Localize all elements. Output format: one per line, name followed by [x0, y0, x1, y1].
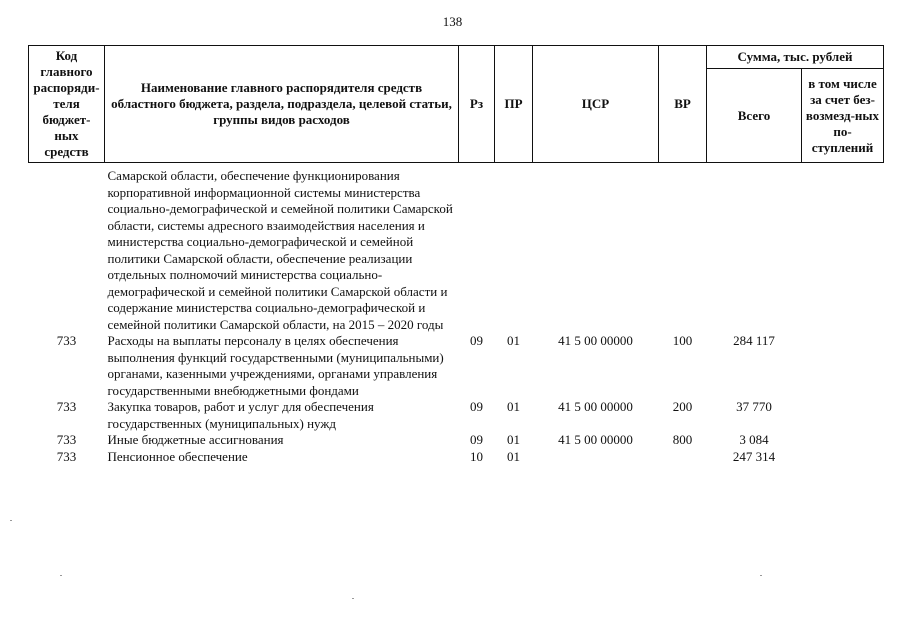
cell-rz: 09 [470, 399, 483, 414]
scan-speck [760, 575, 762, 576]
scan-speck [60, 575, 62, 576]
cell-csr [533, 449, 659, 466]
cell-code: 733 [56, 399, 77, 414]
table-row [29, 163, 884, 334]
table-row [29, 449, 884, 466]
table-row [29, 432, 884, 449]
table-body [29, 163, 884, 466]
cell-grants [802, 333, 884, 399]
header-code: Код главного распоряди-теля бюджет-ных средств [29, 46, 105, 163]
header-rz: Рз [459, 46, 495, 163]
cell-rz: 10 [470, 448, 483, 464]
cell-vr [659, 449, 707, 466]
cell-name: Пенсионное обеспечение [107, 448, 248, 464]
cell-rz: 09 [470, 432, 483, 447]
cell-pr: 01 [507, 333, 520, 348]
header-pr: ПР [495, 46, 533, 163]
cell-grants [802, 399, 884, 432]
cell-total [707, 163, 802, 334]
cell-code: 733 [56, 432, 77, 447]
cell-pr [495, 163, 533, 334]
scan-speck [10, 520, 12, 521]
scan-speck [352, 598, 354, 599]
cell-total: 247 314 [732, 448, 776, 464]
header-total: Всего [707, 69, 802, 163]
table-row [29, 333, 884, 399]
cell-code [29, 163, 105, 334]
cell-pr: 01 [507, 432, 520, 447]
cell-pr: 01 [507, 448, 520, 464]
cell-vr: 100 [672, 333, 693, 348]
header-csr: ЦСР [533, 46, 659, 163]
cell-total: 3 084 [739, 432, 769, 447]
budget-table [28, 45, 884, 465]
cell-name: Самарской области, обеспечение функционирования корпоративной информационной системы министерства социально-демографической и семейной политики Самарской области, системы адресного взаимодействия населения и министерства социально-демографической и семейной политики Самарской области, обеспечение реализации отдельных полномочий министерства социально-демографической и семейной политики Самарской области и содержание министерства социально-демографической и семейной политики Самарской области, на 2015 – 2020 годы [107, 168, 453, 332]
cell-csr: 41 5 00 00000 [558, 399, 633, 414]
cell-grants [802, 163, 884, 334]
header-sum-group: Сумма, тыс. рублей [707, 46, 884, 69]
cell-csr: 41 5 00 00000 [558, 333, 633, 348]
cell-rz: 09 [470, 333, 483, 348]
cell-name: Закупка товаров, работ и услуг для обеспечения государственных (муниципальных) нужд [107, 399, 374, 431]
cell-name: Расходы на выплаты персоналу в целях обеспечения выполнения функций государственными (муниципальными) органами, казенными учреждениями, органами управления государственными внебюджетными фондами [107, 333, 444, 398]
page-number: 138 [442, 14, 463, 29]
cell-vr: 800 [672, 432, 693, 447]
cell-csr: 41 5 00 00000 [558, 432, 633, 447]
header-vr: ВР [659, 46, 707, 163]
cell-vr: 200 [672, 399, 693, 414]
header-grants: в том числе за счет без-возмезд-ных по-ступлений [802, 69, 884, 163]
header-name: Наименование главного распорядителя средств областного бюджета, раздела, подраздела, целевой статьи, группы видов расходов [105, 46, 459, 163]
cell-total: 284 117 [733, 333, 775, 348]
cell-rz [459, 163, 495, 334]
cell-grants [802, 449, 884, 466]
cell-name: Иные бюджетные ассигнования [107, 432, 284, 447]
table-row [29, 399, 884, 432]
cell-grants [802, 432, 884, 449]
cell-total: 37 770 [736, 399, 772, 414]
cell-csr [533, 163, 659, 334]
table-header [29, 46, 884, 163]
cell-vr [659, 163, 707, 334]
cell-code: 733 [56, 448, 77, 464]
cell-code: 733 [56, 333, 77, 348]
cell-pr: 01 [507, 399, 520, 414]
